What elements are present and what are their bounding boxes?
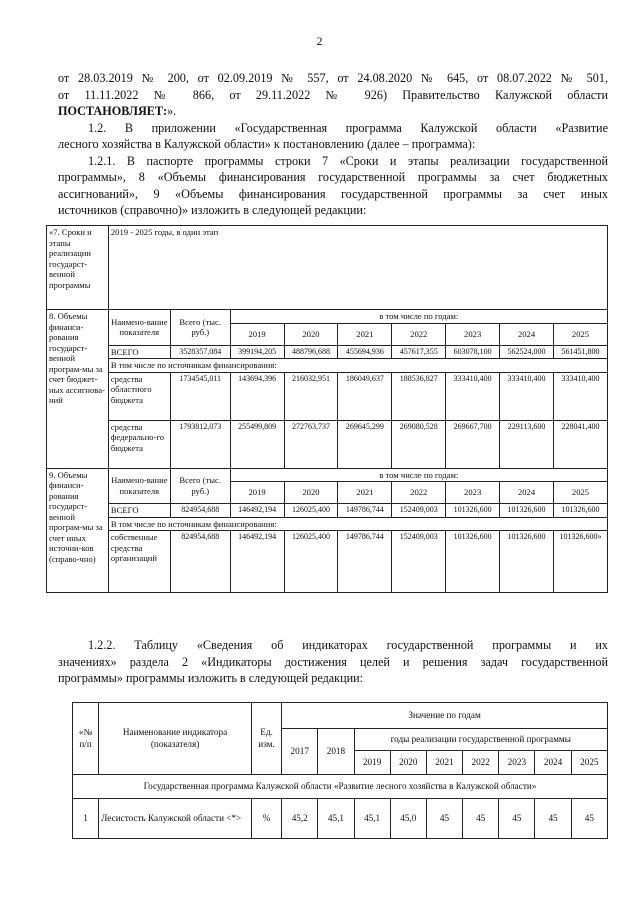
col-total-header: Всего (тыс. руб.) bbox=[170, 468, 230, 504]
value-cell: 333410,400 bbox=[500, 372, 554, 420]
value-cell: 457617,355 bbox=[392, 345, 446, 359]
total-label: ВСЕГО bbox=[108, 345, 170, 359]
p3-line-3: программы» программы изложить в следующей редакции: bbox=[58, 671, 364, 685]
col-no-header: «№ п/п bbox=[73, 703, 99, 775]
row8-regional bbox=[47, 372, 608, 420]
value-cell: 101326,600 bbox=[446, 531, 500, 593]
value-cell: 45 bbox=[426, 799, 462, 839]
value-cell: 1734545,011 bbox=[170, 372, 230, 420]
indicators-table bbox=[72, 702, 608, 839]
p1-line-1 bbox=[58, 120, 608, 137]
year-cell: 2019 bbox=[354, 751, 390, 775]
p2-line-3: ассигнований», 9 «Объемы финансирования государственной программы за счет иных bbox=[58, 186, 608, 201]
year-cell: 2018 bbox=[318, 729, 354, 775]
value-cell: 143694,396 bbox=[230, 372, 284, 420]
p3-paragraph bbox=[58, 637, 608, 687]
federal-label: средства федерально-го бюджета bbox=[108, 420, 170, 468]
value-cell: 45 bbox=[499, 799, 535, 839]
year-cell: 2020 bbox=[284, 482, 338, 504]
year-cell: 2024 bbox=[535, 751, 571, 775]
sources-header: В том числе по источникам финансирования: bbox=[108, 517, 607, 531]
col-total-header: Всего (тыс. руб.) bbox=[170, 310, 230, 346]
p2-line-1 bbox=[58, 153, 608, 170]
p2-line-1-text: 1.2.1. В паспорте программы строки 7 «Сроки и этапы реализации государственной bbox=[88, 153, 608, 168]
t2-row-1 bbox=[73, 799, 608, 839]
year-cell: 2020 bbox=[390, 751, 426, 775]
year-cell: 2023 bbox=[446, 323, 500, 345]
row-7 bbox=[47, 226, 608, 310]
year-cell: 2019 bbox=[230, 323, 284, 345]
value-cell: 146492,194 bbox=[230, 531, 284, 593]
own-funds-label: собственные средства организаций bbox=[108, 531, 170, 593]
value-cell: 101326,600 bbox=[553, 504, 607, 518]
value-cell: 45,1 bbox=[318, 799, 354, 839]
value-cell: 216032,951 bbox=[284, 372, 338, 420]
year-cell: 2023 bbox=[499, 751, 535, 775]
year-cell: 2021 bbox=[426, 751, 462, 775]
value-cell: 45,1 bbox=[354, 799, 390, 839]
p2-line-2: программы», 8 «Объемы финансирования государственной программы за счет бюджетных bbox=[58, 170, 608, 184]
value-cell: 149786,744 bbox=[338, 504, 392, 518]
year-cell: 2024 bbox=[500, 482, 554, 504]
value-cell: 45,0 bbox=[390, 799, 426, 839]
p3-line-2: значениях» раздела 2 «Индикаторы достижения целей и решения задач государственной bbox=[58, 654, 608, 669]
value-cell: 255499,809 bbox=[230, 420, 284, 468]
year-cell: 2025 bbox=[571, 751, 607, 775]
year-cell: 2020 bbox=[284, 323, 338, 345]
years-header: в том числе по годам: bbox=[230, 468, 607, 482]
value-cell: 488796,688 bbox=[284, 345, 338, 359]
row8-header bbox=[47, 310, 608, 324]
regional-label: средства областного бюджета bbox=[108, 372, 170, 420]
t2-header-1 bbox=[73, 703, 608, 729]
row8-label: 8. Объемы финанси-рования государст-венной програм-мы за счет бюджет-ных ассигнова-ний bbox=[47, 310, 109, 469]
value-cell: 101326,600» bbox=[553, 531, 607, 593]
value-cell: 455694,936 bbox=[338, 345, 392, 359]
col-unit-header: Ед. изм. bbox=[251, 703, 281, 775]
values-by-year-header: Значение по годам bbox=[282, 703, 608, 729]
value-cell: 152409,003 bbox=[392, 531, 446, 593]
value-cell: 333410,400 bbox=[553, 372, 607, 420]
year-cell: 2017 bbox=[282, 729, 318, 775]
value-cell: 399194,205 bbox=[230, 345, 284, 359]
value-cell: 3528357,084 bbox=[170, 345, 230, 359]
col-name-header: Наимено-вание показателя bbox=[108, 468, 170, 504]
t2-section-row bbox=[73, 775, 608, 799]
intro-paragraph bbox=[58, 70, 608, 219]
row9-total bbox=[47, 504, 608, 518]
row7-label: «7. Сроки и этапы реализации государст-венной программы bbox=[47, 226, 109, 310]
value-cell: 1793812,073 bbox=[170, 420, 230, 468]
sources-header: В том числе по источникам финансирования: bbox=[108, 359, 607, 373]
year-cell: 2022 bbox=[463, 751, 499, 775]
value-cell: 603078,100 bbox=[446, 345, 500, 359]
value-cell: 45 bbox=[571, 799, 607, 839]
row7-value: 2019 - 2025 годы, в один этап bbox=[108, 226, 607, 310]
implementation-years-header: годы реализации государственной программы bbox=[354, 729, 607, 751]
value-cell: 333410,400 bbox=[446, 372, 500, 420]
value-cell: 101326,600 bbox=[446, 504, 500, 518]
value-cell: 45 bbox=[535, 799, 571, 839]
col-name-header: Наимено-вание показателя bbox=[108, 310, 170, 346]
year-cell: 2024 bbox=[500, 323, 554, 345]
row-number: 1 bbox=[73, 799, 99, 839]
row8-federal bbox=[47, 420, 608, 468]
year-cell: 2023 bbox=[446, 482, 500, 504]
value-cell: 824954,688 bbox=[170, 531, 230, 593]
p1-line-1-text: 1.2. В приложении «Государственная программа Калужской области «Развитие bbox=[88, 120, 608, 135]
value-cell: 45 bbox=[463, 799, 499, 839]
intro-line-3-rest: ». bbox=[167, 104, 177, 118]
unit-cell: % bbox=[251, 799, 281, 839]
value-cell: 272763,737 bbox=[284, 420, 338, 468]
program-section-title: Государственная программа Калужской области «Развитие лесного хозяйства в Калужской области» bbox=[73, 775, 608, 799]
years-header: в том числе по годам: bbox=[230, 310, 607, 324]
intro-line-1: от 28.03.2019 № 200, от 02.09.2019 № 557, от 24.08.2020 № 645, от 08.07.2022 № 501, bbox=[58, 71, 608, 85]
value-cell: 269080,528 bbox=[392, 420, 446, 468]
col-indicator-header: Наименование индикатора (показателя) bbox=[99, 703, 252, 775]
year-cell: 2021 bbox=[338, 482, 392, 504]
postanovlyaet-bold: ПОСТАНОВЛЯЕТ: bbox=[58, 104, 168, 118]
value-cell: 101326,600 bbox=[500, 531, 554, 593]
p3-line-1-text: 1.2.2. Таблицу «Сведения об индикаторах государственной программы и их bbox=[88, 638, 608, 652]
row8-total bbox=[47, 345, 608, 359]
value-cell: 152409,003 bbox=[392, 504, 446, 518]
p2-line-4: источников (справочно)» изложить в следующей редакции: bbox=[58, 203, 367, 217]
total-label: ВСЕГО bbox=[108, 504, 170, 518]
value-cell: 562524,000 bbox=[500, 345, 554, 359]
year-cell: 2025 bbox=[553, 323, 607, 345]
value-cell: 824954,688 bbox=[170, 504, 230, 518]
value-cell: 561451,800 bbox=[553, 345, 607, 359]
value-cell: 126025,400 bbox=[284, 531, 338, 593]
row8-sources-header bbox=[47, 359, 608, 373]
year-cell: 2022 bbox=[392, 323, 446, 345]
row9-sources-header bbox=[47, 517, 608, 531]
value-cell: 101326,600 bbox=[500, 504, 554, 518]
intro-line-2: от 11.11.2022 № 866, от 29.11.2022 № 926) Правительство Калужской области bbox=[58, 87, 608, 102]
row9-own bbox=[47, 531, 608, 593]
year-cell: 2022 bbox=[392, 482, 446, 504]
row9-label: 9. Объемы финанси-рования государст-венной програм-мы за счет иных источни-ков (справо-чно) bbox=[47, 468, 109, 593]
p1-line-2: лесного хозяйства в Калужской области» к постановлению (далее – программа): bbox=[58, 137, 476, 151]
value-cell: 229113,600 bbox=[500, 420, 554, 468]
intro-line-3 bbox=[58, 103, 608, 120]
page-number: 2 bbox=[316, 34, 323, 48]
row9-header bbox=[47, 468, 608, 482]
value-cell: 45,2 bbox=[282, 799, 318, 839]
value-cell: 228041,400 bbox=[553, 420, 607, 468]
passport-table bbox=[46, 225, 608, 593]
year-cell: 2025 bbox=[553, 482, 607, 504]
value-cell: 146492,194 bbox=[230, 504, 284, 518]
value-cell: 188536,827 bbox=[392, 372, 446, 420]
value-cell: 186049,637 bbox=[338, 372, 392, 420]
value-cell: 269667,700 bbox=[446, 420, 500, 468]
value-cell: 126025,400 bbox=[284, 504, 338, 518]
p3-line-1 bbox=[58, 637, 608, 654]
year-cell: 2021 bbox=[338, 323, 392, 345]
value-cell: 149786,744 bbox=[338, 531, 392, 593]
indicator-name: Лесистость Калужской области <*> bbox=[99, 799, 252, 839]
value-cell: 269645,299 bbox=[338, 420, 392, 468]
year-cell: 2019 bbox=[230, 482, 284, 504]
